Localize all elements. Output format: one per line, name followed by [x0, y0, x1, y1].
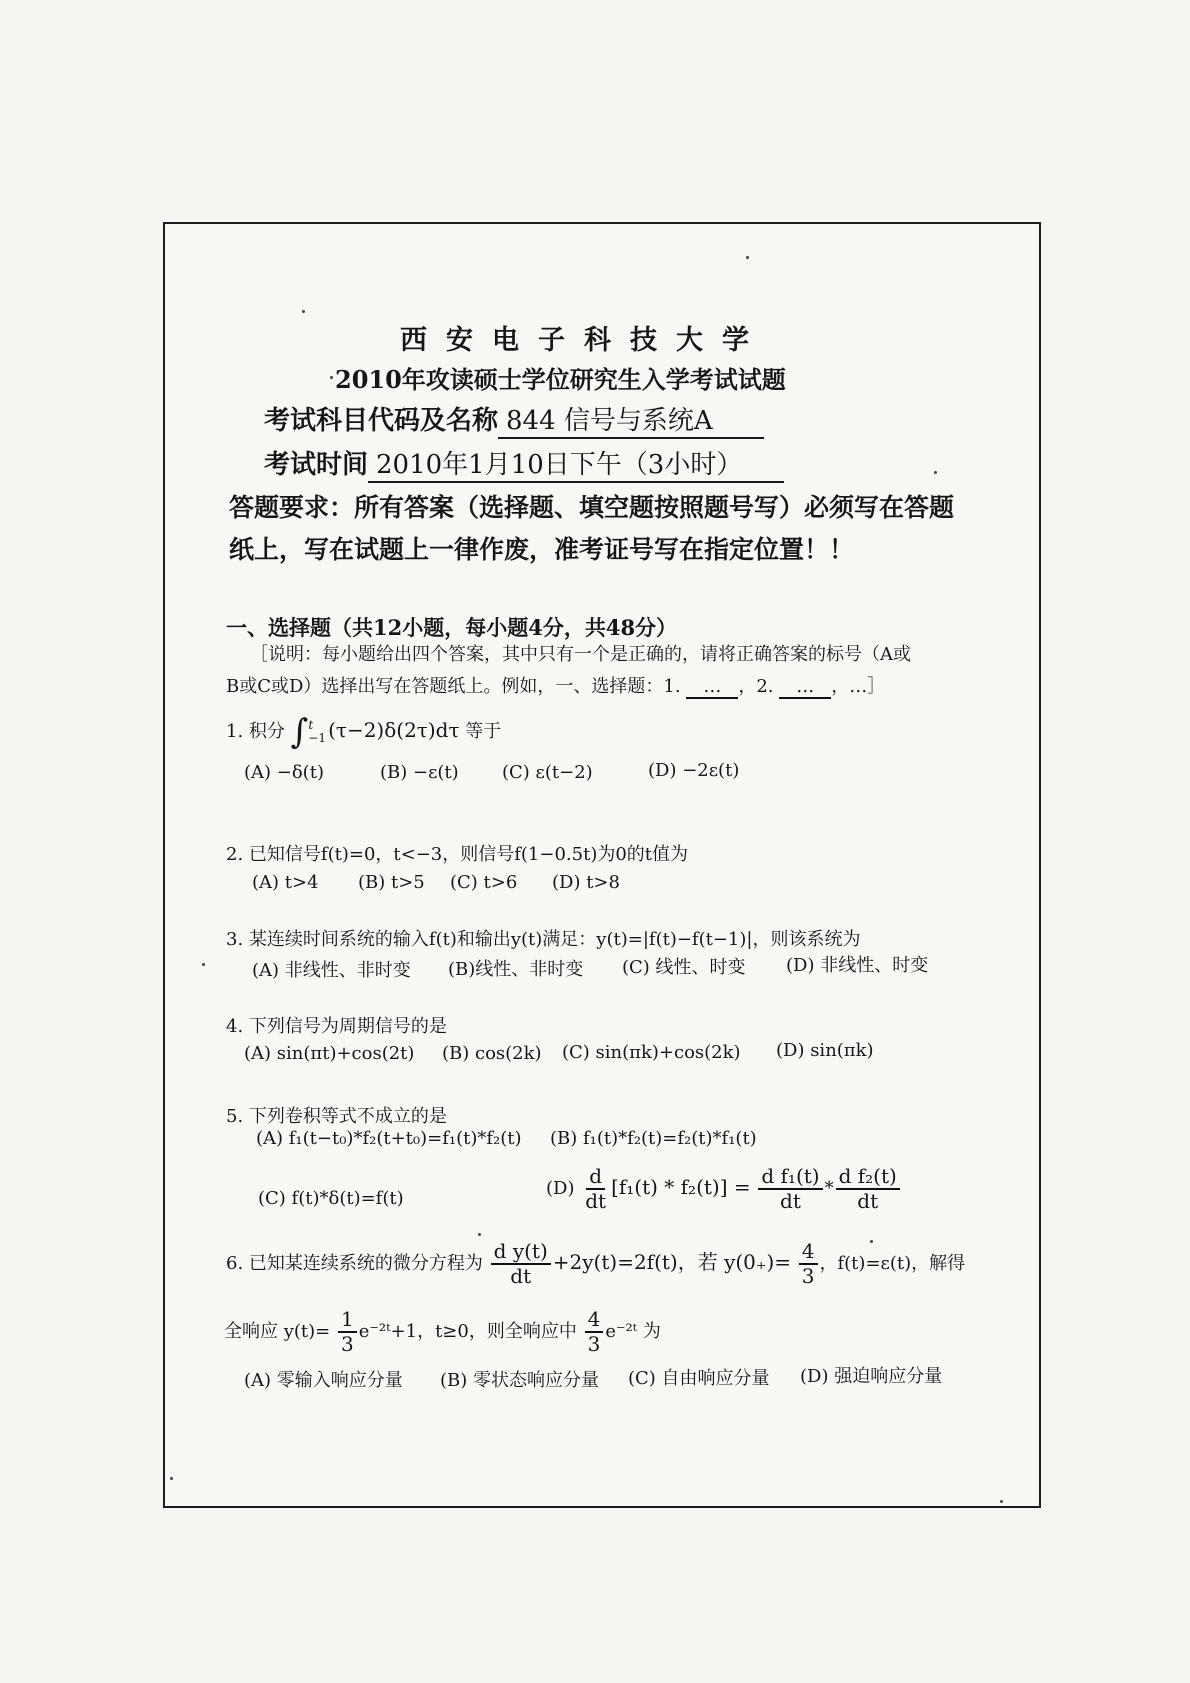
q5-option-d	[546, 1165, 902, 1213]
question-stem-b: ，f(t)=ε(t)，解得	[819, 1253, 966, 1274]
scan-speck	[746, 256, 749, 259]
integral-limits	[308, 719, 326, 745]
example-blank-2: …	[779, 676, 831, 699]
q4-option-b: (B) cos(2k)	[442, 1043, 542, 1064]
subject-row	[264, 400, 764, 439]
option-d-label: (D)	[546, 1178, 575, 1199]
q4-option-d: (D) sin(πk)	[776, 1040, 874, 1061]
scan-speck	[302, 310, 305, 313]
q2-option-b: (B) t>5	[358, 872, 425, 893]
q4-option-c: (C) sin(πk)+cos(2k)	[562, 1042, 741, 1063]
subject-label: 考试科目代码及名称	[264, 406, 499, 436]
section-note-line-2	[226, 672, 885, 699]
q5-option-c: (C) f(t)*δ(t)=f(t)	[258, 1188, 404, 1209]
question-number: 4.	[226, 1016, 244, 1037]
one-third-fraction: $\frac{1}{3}$	[338, 1308, 357, 1356]
component-rest: e⁻²ᵗ 为	[605, 1321, 661, 1342]
question-1	[226, 712, 501, 752]
note-text-b: ，2.	[738, 676, 774, 697]
question-2	[226, 840, 688, 866]
question-number: 6.	[226, 1253, 244, 1274]
response-rest: e⁻²ᵗ+1，t≥0，则全响应中	[358, 1321, 577, 1342]
integral-lower: −1	[308, 731, 327, 745]
scan-speck	[478, 1233, 481, 1236]
question-stem: 某连续时间系统的输入f(t)和输出y(t)满足：y(t)=|f(t)−f(t−1)|，则该系统为	[248, 929, 861, 950]
subject-value: 844 信号与系统A	[498, 400, 764, 439]
scan-speck	[202, 963, 205, 966]
q3-option-d: (D) 非线性、时变	[786, 955, 929, 976]
time-label: 考试时间	[264, 450, 369, 480]
note-text-c: ，…］	[831, 676, 886, 697]
time-row	[264, 444, 784, 483]
full-response-label: 全响应 y(t)=	[224, 1321, 331, 1342]
q2-option-c: (C) t>6	[450, 872, 518, 893]
question-number: 1.	[226, 721, 244, 742]
convolution-star: *	[824, 1178, 834, 1199]
scan-speck	[934, 471, 937, 474]
exam-title: 2010年攻读硕士学位研究生入学考试试题	[335, 365, 786, 394]
example-blank-1: …	[686, 676, 738, 699]
question-stem-suffix: 等于	[465, 721, 502, 742]
question-number: 5.	[226, 1106, 244, 1127]
scan-speck	[330, 376, 333, 379]
question-4	[226, 1012, 447, 1038]
q4-option-a: (A) sin(πt)+cos(2t)	[244, 1043, 415, 1064]
question-stem: 下列信号为周期信号的是	[248, 1016, 447, 1037]
q3-option-b: (B)线性、非时变	[448, 959, 584, 980]
q2-option-a: (A) t>4	[252, 872, 319, 893]
question-6	[226, 1240, 965, 1288]
integral-upper: t	[308, 717, 314, 732]
time-value: 2010年1月10日下午（3小时）	[368, 444, 784, 483]
dy-dt-fraction: $\frac{\text{d y(t)}}{dt}$	[491, 1240, 551, 1288]
q6-option-d: (D) 强迫响应分量	[800, 1366, 943, 1387]
question-stem: 已知信号f(t)=0，t<−3，则信号f(1−0.5t)为0的t值为	[248, 844, 689, 865]
integral-sign-icon: ∫	[290, 712, 309, 752]
question-stem: 下列卷积等式不成立的是	[248, 1106, 447, 1127]
q3-option-a: (A) 非线性、非时变	[252, 960, 411, 981]
q3-option-c: (C) 线性、时变	[622, 957, 746, 978]
q5-option-a: (A) f₁(t−t₀)*f₂(t+t₀)=f₁(t)*f₂(t)	[256, 1128, 522, 1149]
question-3	[226, 925, 860, 951]
option-d-middle: [f₁(t) * f₂(t)] =	[611, 1175, 751, 1199]
question-6-line-2	[224, 1308, 661, 1356]
section-note-line-1: ［说明：每小题给出四个答案，其中只有一个是正确的，请将正确答案的标号（A或	[250, 644, 911, 665]
derivative-f1: $\frac{\text{d f₁(t)}}{dt}$	[758, 1165, 822, 1213]
derivative-f2: $\frac{\text{d f₂(t)}}{dt}$	[836, 1165, 900, 1213]
q6-option-c: (C) 自由响应分量	[628, 1368, 770, 1389]
scan-speck	[870, 1240, 873, 1243]
q1-option-a: (A) −δ(t)	[244, 762, 324, 783]
requirements-line-1: 答题要求：所有答案（选择题、填空题按照题号写）必须写在答题	[229, 493, 955, 522]
question-stem: 积分	[248, 721, 285, 742]
question-stem: 已知某连续系统的微分方程为	[248, 1253, 483, 1274]
question-number: 3.	[226, 929, 244, 950]
q6-option-b: (B) 零状态响应分量	[440, 1370, 599, 1391]
initial-value-fraction: $\frac{4}{3}$	[799, 1240, 818, 1288]
q2-option-d: (D) t>8	[552, 872, 620, 893]
question-number: 2.	[226, 844, 244, 865]
scan-speck	[1000, 1500, 1003, 1503]
q5-option-b: (B) f₁(t)*f₂(t)=f₂(t)*f₁(t)	[550, 1128, 757, 1149]
q1-option-d: (D) −2ε(t)	[648, 760, 740, 781]
note-text-a: B或C或D）选择出写在答题纸上。例如，一、选择题：1.	[226, 676, 681, 697]
derivative-fraction: $\frac{d}{dt}$	[585, 1164, 607, 1213]
four-third-fraction: $\frac{4}{3}$	[585, 1308, 604, 1356]
integrand: (τ−2)δ(2τ)dτ	[328, 718, 460, 742]
scan-speck	[170, 1477, 173, 1480]
section-title: 一、选择题（共12小题，每小题4分，共48分）	[226, 615, 678, 640]
q1-option-b: (B) −ε(t)	[380, 762, 459, 783]
equation-rest: +2y(t)=2f(t)，若 y(0₊)=	[552, 1250, 792, 1274]
q1-option-c: (C) ε(t−2)	[502, 762, 593, 783]
university-name: 西安电子科技大学	[400, 325, 768, 356]
question-5	[226, 1102, 447, 1128]
requirements-line-2: 纸上，写在试题上一律作废，准考证号写在指定位置！！	[229, 535, 855, 564]
q6-option-a: (A) 零输入响应分量	[244, 1370, 403, 1391]
